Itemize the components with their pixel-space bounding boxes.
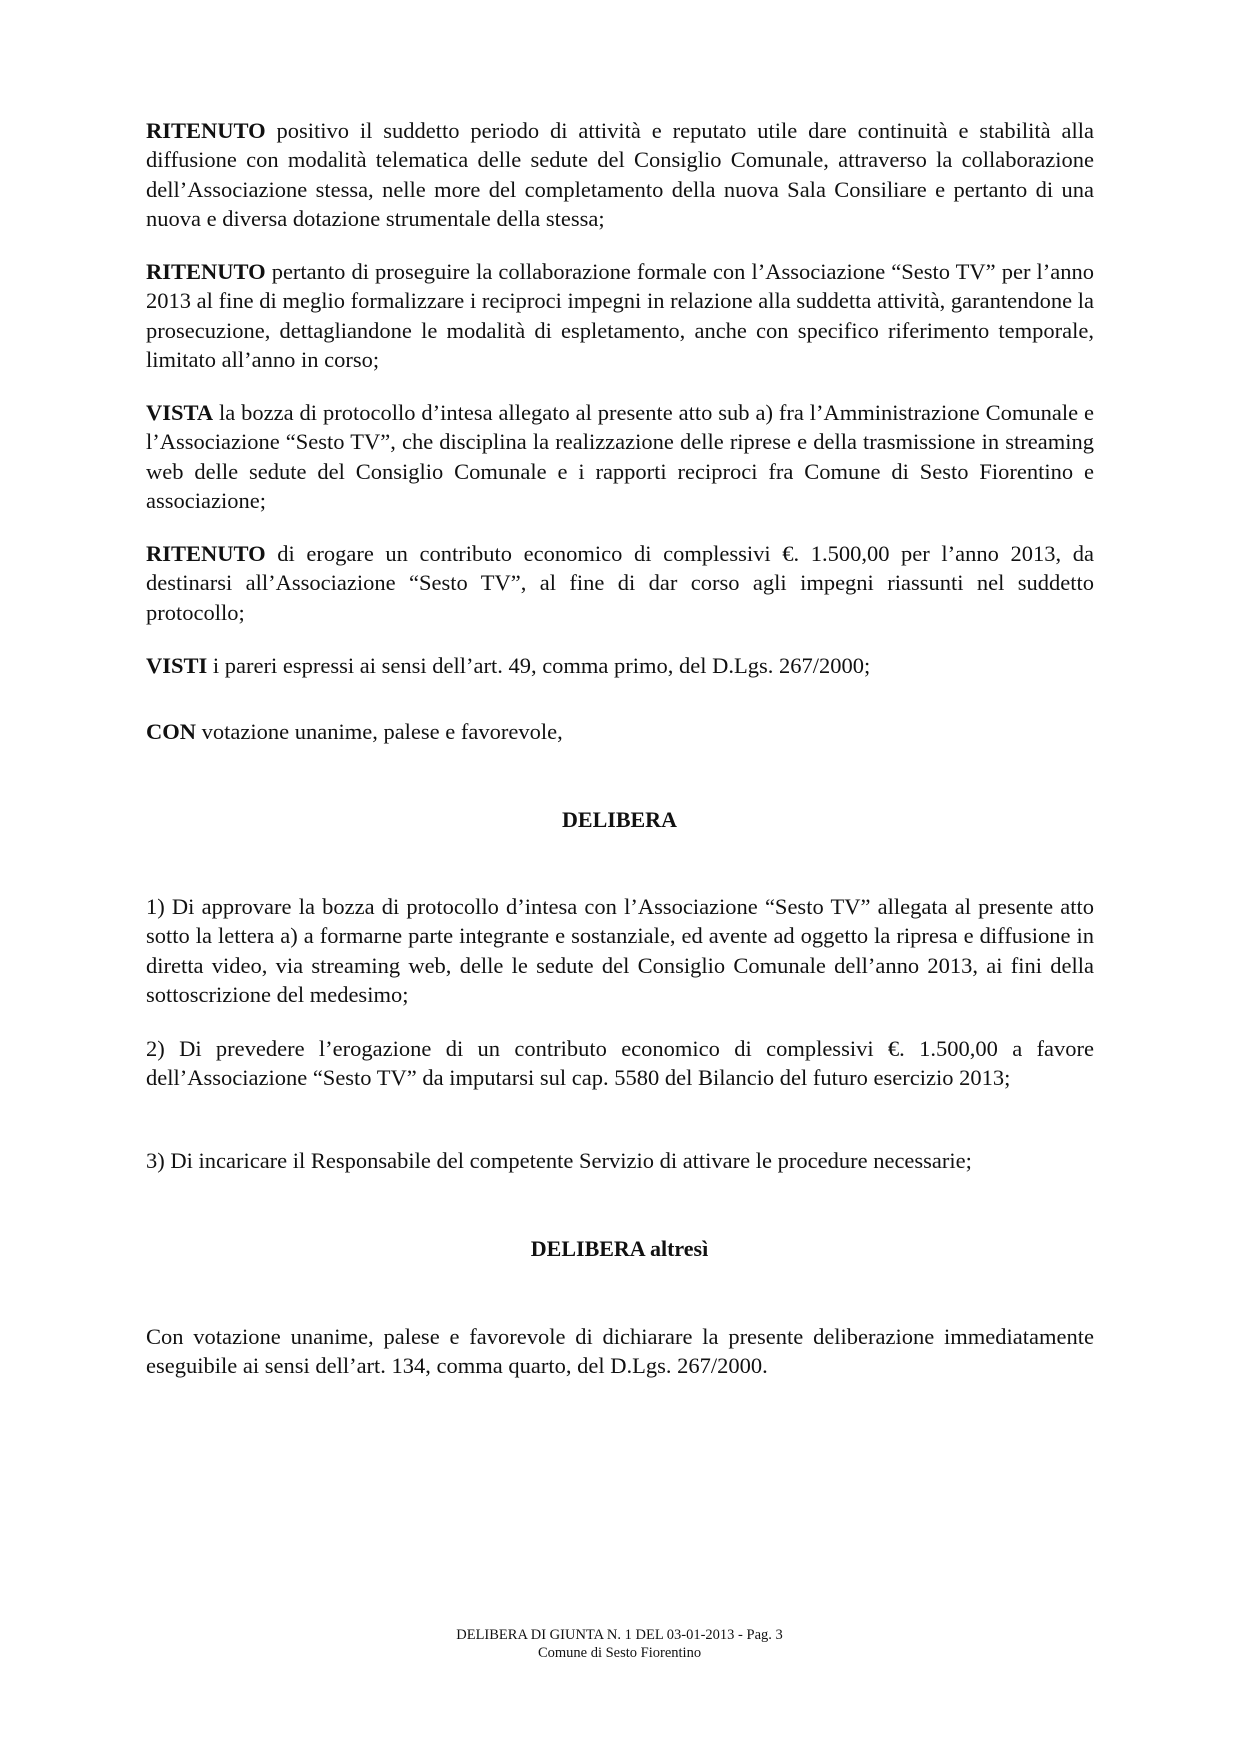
preamble-paragraph-vista: [146, 398, 1094, 516]
paragraph-keyword: RITENUTO: [146, 118, 266, 143]
preamble-paragraph-ritenuto-1: [146, 116, 1094, 234]
footer: [0, 1626, 1239, 1662]
preamble-paragraph-ritenuto-3: [146, 539, 1094, 627]
decision-item-3: 3) Di incaricare il Responsabile del competente Servizio di attivare le procedure necessarie;: [146, 1148, 972, 1173]
footer-municipality: Comune di Sesto Fiorentino: [537, 1645, 702, 1661]
paragraph-keyword: RITENUTO: [146, 541, 266, 566]
preamble-paragraph-ritenuto-2: [146, 257, 1094, 375]
paragraph-text: la bozza di protocollo d’intesa allegato al presente atto sub a) fra l’Amministrazione Comunale e l’Associazione “Sesto TV”, che disciplina la realizzazione delle riprese e della trasmissione in streaming web delle sedute del Consiglio Comunale e i rapporti reciproci fra Comune di Sesto Fiorentino e associazione;: [146, 400, 1094, 514]
paragraph-keyword: VISTA: [146, 400, 214, 425]
preamble-paragraph-visti: [146, 651, 1094, 680]
delibera-altresi-heading: DELIBERA altresì: [530, 1236, 709, 1261]
paragraph-keyword: RITENUTO: [146, 259, 266, 284]
paragraph-text: di erogare un contributo economico di complessivi €. 1.500,00 per l’anno 2013, da destinarsi all’Associazione “Sesto TV”, al fine di dar corso agli impegni riassunti nel suddetto protocollo;: [146, 541, 1094, 625]
footer-reference: DELIBERA DI GIUNTA N. 1 DEL 03-01-2013 - Pag. 3: [456, 1627, 783, 1643]
final-paragraph: Con votazione unanime, palese e favorevole di dichiarare la presente deliberazione immediatamente eseguibile ai sensi dell’art. 134, comma quarto, del D.Lgs. 267/2000.: [146, 1324, 1094, 1379]
delibera-heading: DELIBERA: [562, 807, 677, 832]
paragraph-keyword: CON: [146, 719, 196, 744]
paragraph-text: pertanto di proseguire la collaborazione formale con l’Associazione “Sesto TV” per l’anno 2013 al fine di meglio formalizzare i reciproci impegni in relazione alla suddetta attività, garantendone la prosecuzione, dettagliandone le modalità di espletamento, anche con specifico riferimento temporale, limitato all’anno in corso;: [146, 259, 1094, 373]
paragraph-text: positivo il suddetto periodo di attività e reputato utile dare continuità e stabilità alla diffusione con modalità telematica delle sedute del Consiglio Comunale, attraverso la collaborazione dell’Associazione stessa, nelle more del completamento della nuova Sala Consiliare e pertanto di una nuova e diversa dotazione strumentale della stessa;: [146, 118, 1094, 232]
decision-item-1: 1) Di approvare la bozza di protocollo d’intesa con l’Associazione “Sesto TV” allegata al presente atto sotto la lettera a) a formarne parte integrante e sostanziale, ed avente ad oggetto la ripresa e diffusione in diretta video, via streaming web, delle le sedute del Consiglio Comunale dell’anno 2013, ai fini della sottoscrizione del medesimo;: [146, 894, 1094, 1008]
preamble-paragraph-con: [146, 717, 1094, 746]
paragraph-text: votazione unanime, palese e favorevole,: [196, 719, 563, 744]
paragraph-keyword: VISTI: [146, 653, 208, 678]
decision-item-2: 2) Di prevedere l’erogazione di un contributo economico di complessivi €. 1.500,00 a favore dell’Associazione “Sesto TV” da imputarsi sul cap. 5580 del Bilancio del futuro esercizio 2013;: [146, 1036, 1094, 1091]
paragraph-text: i pareri espressi ai sensi dell’art. 49, comma primo, del D.Lgs. 267/2000;: [207, 653, 871, 678]
